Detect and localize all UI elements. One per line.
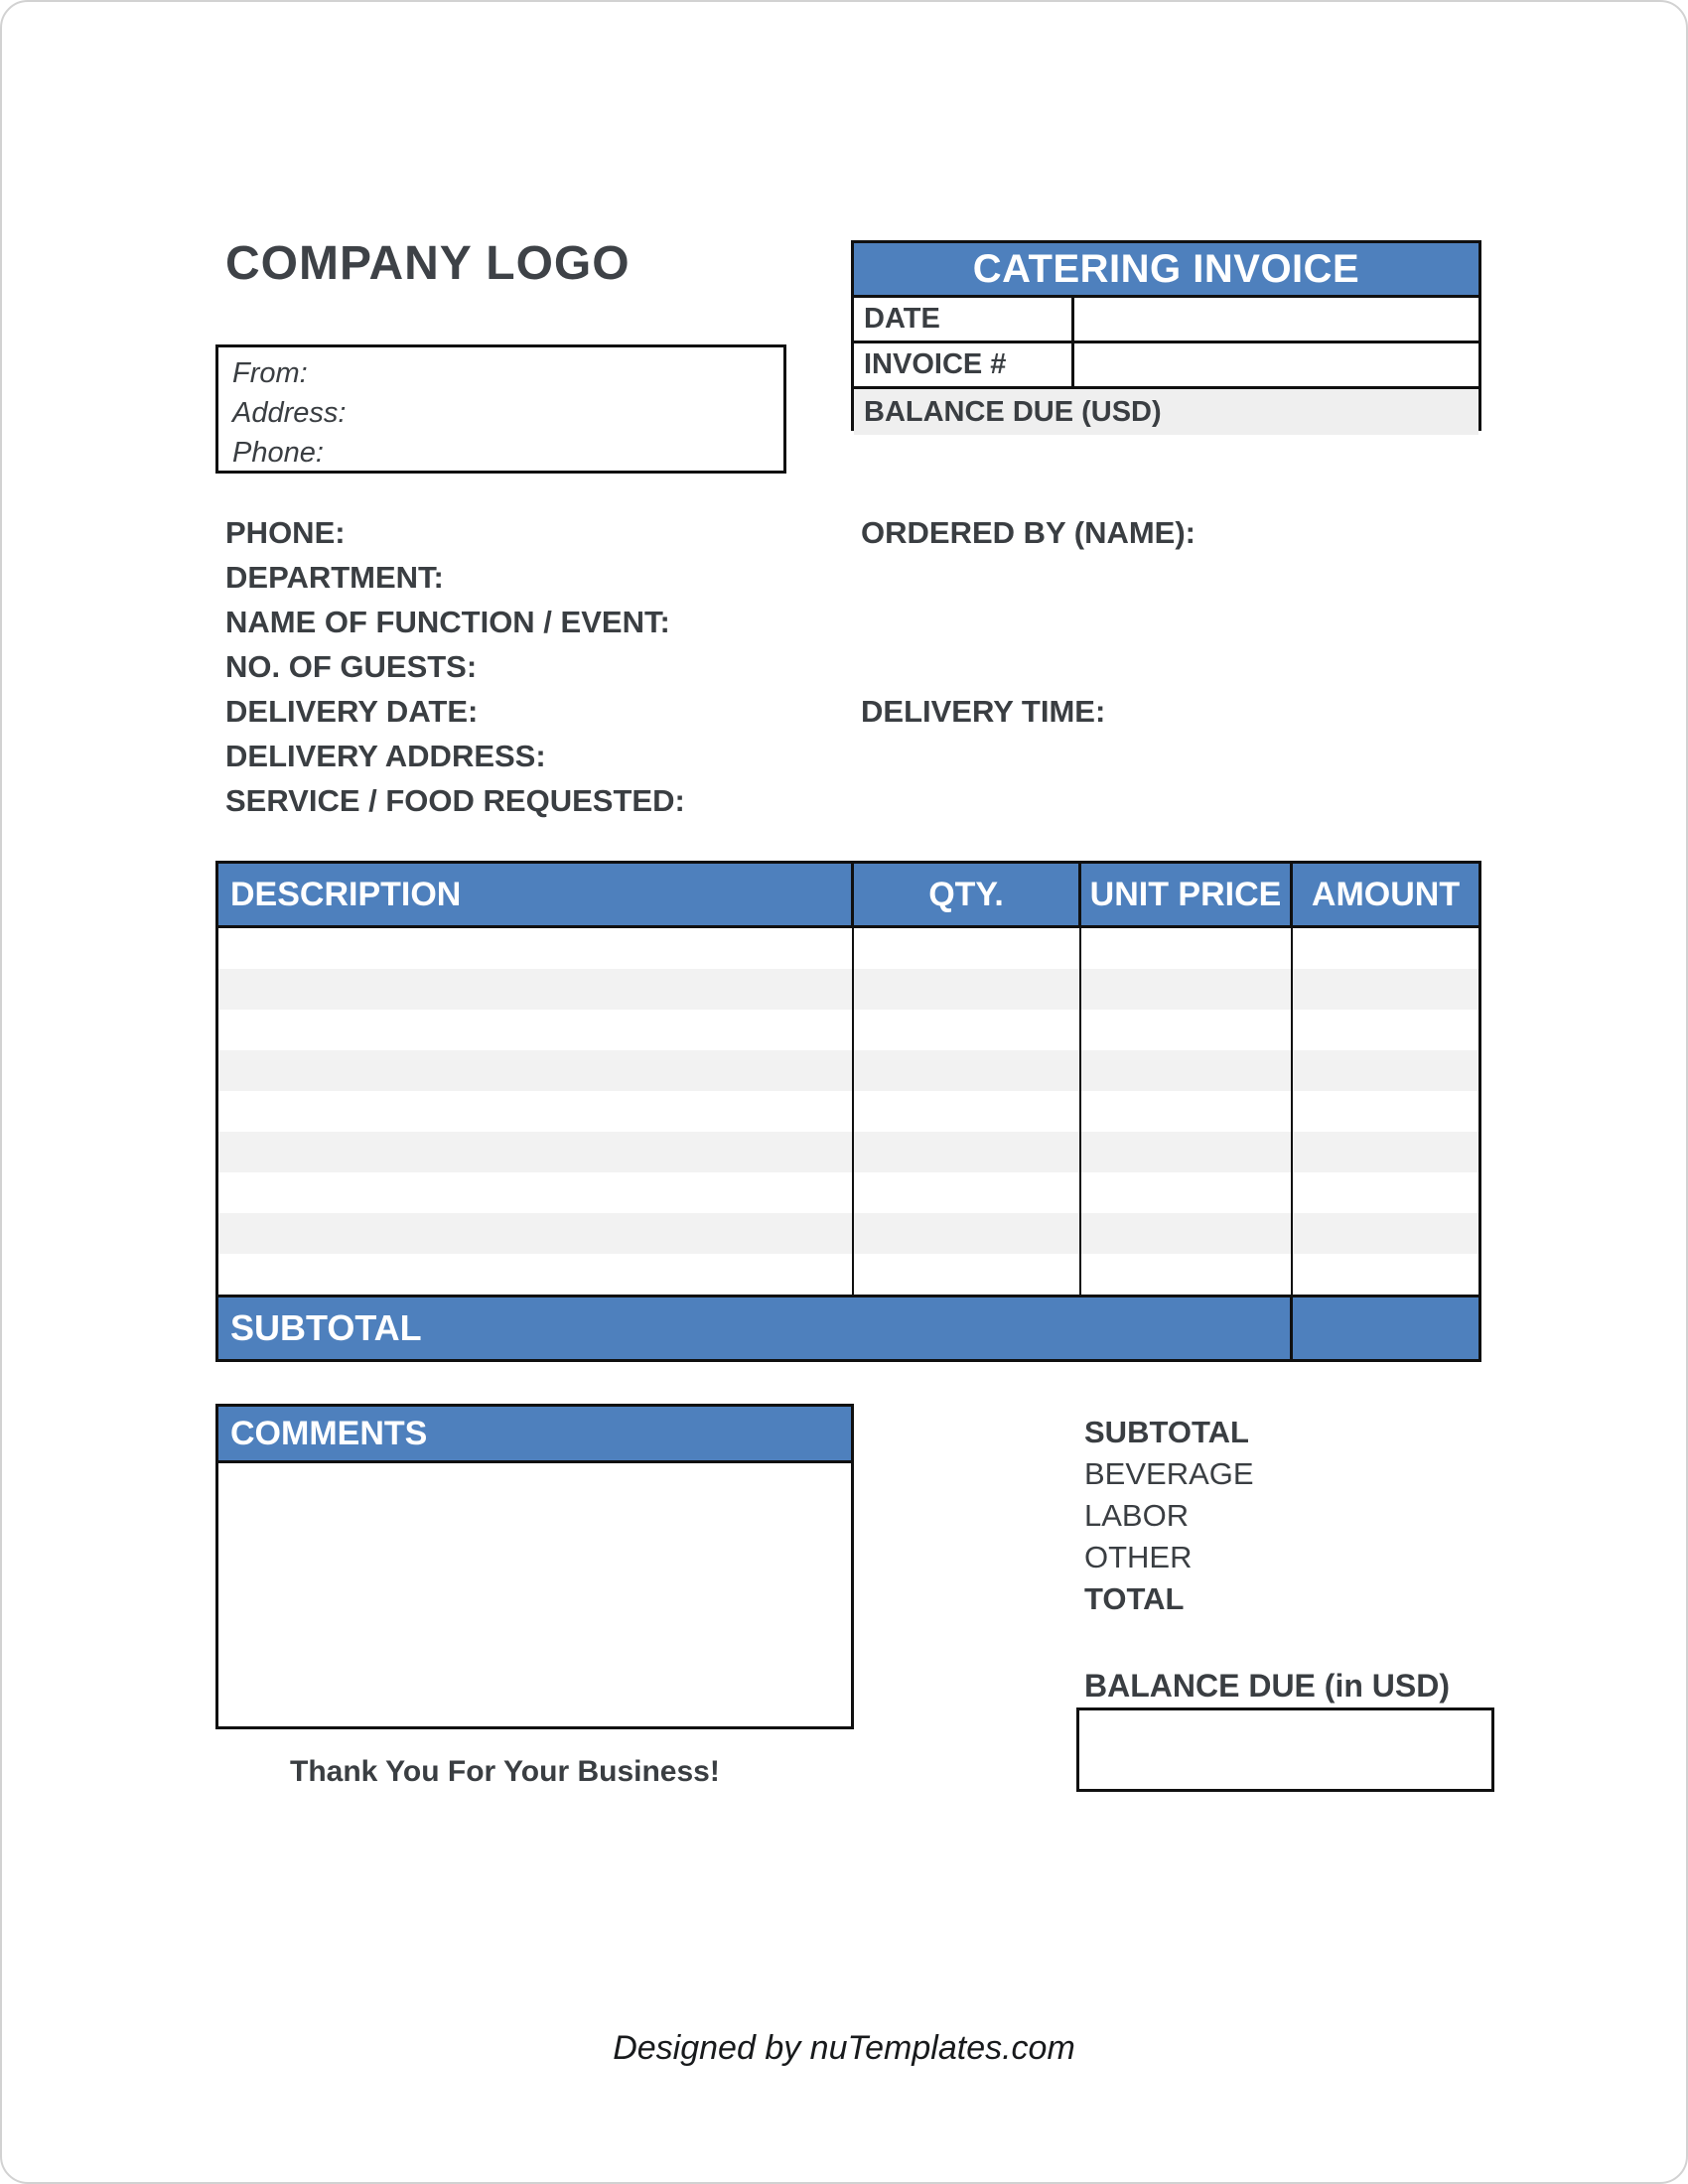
info-label-phone: PHONE:	[225, 515, 346, 550]
invoice-header-panel	[851, 240, 1481, 431]
item-cell-r7c1	[218, 1172, 854, 1213]
subtotal-value-cell	[1293, 1297, 1478, 1359]
address-label: Address:	[232, 397, 347, 429]
invoice-number-value-cell	[1074, 343, 1478, 386]
column-header-unit-price: UNIT PRICE	[1081, 864, 1293, 925]
item-cell-r5c1	[218, 1091, 854, 1132]
column-header-amount: AMOUNT	[1311, 875, 1461, 913]
company-logo: COMPANY LOGO	[225, 237, 631, 290]
invoice-title: CATERING INVOICE	[854, 243, 1478, 298]
ordered-by-label: ORDERED BY (NAME):	[861, 515, 1196, 550]
balance-due-row: BALANCE DUE (USD)	[854, 389, 1478, 435]
from-label: From:	[232, 357, 308, 389]
item-cell-r8c2	[854, 1213, 1081, 1254]
item-cell-r2c1	[218, 969, 854, 1010]
item-cell-r4c1	[218, 1050, 854, 1091]
item-cell-r6c4	[1293, 1132, 1478, 1172]
item-cell-r1c2	[854, 928, 1081, 969]
comments-body	[218, 1463, 851, 1726]
item-cell-r4c3	[1081, 1050, 1293, 1091]
footer-credit: Designed by nuTemplates.com	[613, 2029, 1075, 2067]
item-cell-r9c4	[1293, 1254, 1478, 1295]
item-cell-r6c2	[854, 1132, 1081, 1172]
total-line-beverage: BEVERAGE	[1084, 1456, 1254, 1491]
info-label-department: DEPARTMENT:	[225, 560, 444, 595]
total-line-subtotal: SUBTOTAL	[1084, 1415, 1249, 1449]
comments-section	[215, 1404, 854, 1729]
items-table	[215, 861, 1481, 1362]
item-cell-r8c4	[1293, 1213, 1478, 1254]
item-cell-r2c2	[854, 969, 1081, 1010]
item-cell-r9c1	[218, 1254, 854, 1295]
item-cell-r3c4	[1293, 1010, 1478, 1050]
phone-label: Phone:	[232, 437, 324, 469]
item-cell-r5c2	[854, 1091, 1081, 1132]
item-cell-r6c1	[218, 1132, 854, 1172]
item-cell-r4c4	[1293, 1050, 1478, 1091]
delivery-time-label: DELIVERY TIME:	[861, 694, 1106, 729]
event-info-labels	[225, 510, 871, 823]
item-cell-r3c2	[854, 1010, 1081, 1050]
item-cell-r7c3	[1081, 1172, 1293, 1213]
item-cell-r1c3	[1081, 928, 1293, 969]
total-line-labor: LABOR	[1084, 1498, 1190, 1533]
from-box	[215, 344, 786, 474]
item-cell-r2c3	[1081, 969, 1293, 1010]
thank-you-note: Thank You For Your Business!	[290, 1755, 720, 1788]
totals-block	[1084, 1412, 1254, 1620]
info-label-delivery-date: DELIVERY DATE:	[225, 694, 479, 729]
item-cell-r3c1	[218, 1010, 854, 1050]
invoice-number-label: INVOICE #	[854, 343, 1074, 386]
date-row	[854, 298, 1478, 343]
balance-due-caption: BALANCE DUE (in USD)	[1084, 1668, 1450, 1704]
date-label: DATE	[854, 298, 1074, 341]
column-header-qty: QTY.	[854, 864, 1081, 925]
item-cell-r5c3	[1081, 1091, 1293, 1132]
item-cell-r8c3	[1081, 1213, 1293, 1254]
subtotal-row	[218, 1295, 1478, 1359]
date-value-cell	[1074, 298, 1478, 341]
item-cell-r1c1	[218, 928, 854, 969]
info-label-no-of-guests: NO. OF GUESTS:	[225, 649, 478, 684]
item-cell-r7c2	[854, 1172, 1081, 1213]
item-cell-r5c4	[1293, 1091, 1478, 1132]
items-table-header	[218, 864, 1478, 928]
info-label-delivery-address: DELIVERY ADDRESS:	[225, 739, 546, 773]
item-cell-r3c3	[1081, 1010, 1293, 1050]
item-cell-r8c1	[218, 1213, 854, 1254]
info-label-service-food-requested: SERVICE / FOOD REQUESTED:	[225, 783, 685, 818]
info-label-name-of-function-event: NAME OF FUNCTION / EVENT:	[225, 605, 670, 639]
items-table-body	[218, 928, 1478, 1295]
item-cell-r6c3	[1081, 1132, 1293, 1172]
item-cell-r9c2	[854, 1254, 1081, 1295]
comments-header: COMMENTS	[218, 1407, 851, 1463]
total-line-other: OTHER	[1084, 1540, 1193, 1574]
column-header-description: DESCRIPTION	[218, 864, 854, 925]
invoice-number-row	[854, 343, 1478, 389]
item-cell-r7c4	[1293, 1172, 1478, 1213]
total-line-total: TOTAL	[1084, 1581, 1185, 1616]
item-cell-r1c4	[1293, 928, 1478, 969]
item-cell-r2c4	[1293, 969, 1478, 1010]
item-cell-r4c2	[854, 1050, 1081, 1091]
item-cell-r9c3	[1081, 1254, 1293, 1295]
subtotal-label: SUBTOTAL	[218, 1297, 1293, 1359]
balance-due-box	[1076, 1707, 1494, 1792]
